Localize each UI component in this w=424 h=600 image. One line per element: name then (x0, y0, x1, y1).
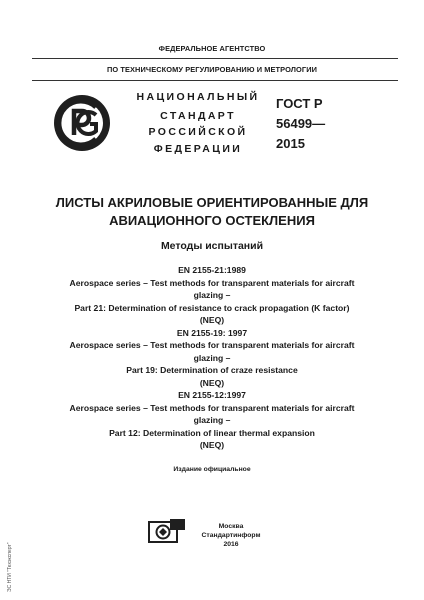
edition-label: Издание официальное (173, 466, 251, 473)
reference-line: Aerospace series – Test methods for transparent materials for aircraft (69, 340, 355, 350)
reference-line: glazing – (193, 290, 231, 300)
publisher-logo-icon (148, 519, 186, 545)
publisher-name: Стандартинформ (201, 532, 261, 539)
reference-line: EN 2155-19: 1997 (176, 328, 248, 338)
gost-number-line-1: ГОСТ Р (276, 96, 323, 111)
reference-line: glazing – (193, 353, 231, 363)
reference-line: Aerospace series – Test methods for transparent materials for aircraft (69, 403, 355, 413)
reference-line: (NEQ) (199, 315, 225, 325)
reference-line: Part 21: Determination of resistance to crack propagation (K factor) (74, 303, 350, 313)
reference-line: EN 2155-12:1997 (178, 390, 246, 400)
document-subtitle: Методы испытаний (160, 240, 264, 252)
reference-line: Part 12: Determination of linear thermal expansion (109, 428, 315, 438)
gost-number-line-2: 56499— (276, 116, 326, 131)
standard-line-2: СТАНДАРТ (160, 110, 236, 122)
reference-line: EN 2155-21:1989 (178, 265, 246, 275)
standard-line-3: РОССИЙСКОЙ (148, 126, 248, 138)
reference-line: glazing – (193, 415, 231, 425)
publisher-city: Москва (218, 523, 244, 530)
reference-line: (NEQ) (199, 440, 225, 450)
reference-line: Aerospace series – Test methods for transparent materials for aircraft (69, 278, 355, 288)
agency-line-2: ПО ТЕХНИЧЕСКОМУ РЕГУЛИРОВАНИЮ И МЕТРОЛОГИИ (106, 65, 318, 74)
publisher-year: 2016 (223, 541, 239, 548)
standard-line-1: НАЦИОНАЛЬНЫЙ (136, 91, 260, 103)
gost-logo-icon (52, 93, 112, 153)
reference-line: Part 19: Determination of craze resistance (126, 365, 298, 375)
agency-line-1: ФЕДЕРАЛЬНОЕ АГЕНТСТВО (158, 44, 266, 53)
document-title-line-2: АВИАЦИОННОГО ОСТЕКЛЕНИЯ (109, 213, 315, 228)
header-divider-bottom (32, 80, 398, 81)
header-divider-top (32, 58, 398, 59)
gost-number-line-3: 2015 (276, 136, 305, 151)
reference-line: (NEQ) (199, 378, 225, 388)
side-note: ЭС НТИ "Техэксперт" (7, 542, 13, 592)
document-title-line-1: ЛИСТЫ АКРИЛОВЫЕ ОРИЕНТИРОВАННЫЕ ДЛЯ (55, 195, 369, 210)
standard-line-4: ФЕДЕРАЦИИ (153, 143, 243, 155)
